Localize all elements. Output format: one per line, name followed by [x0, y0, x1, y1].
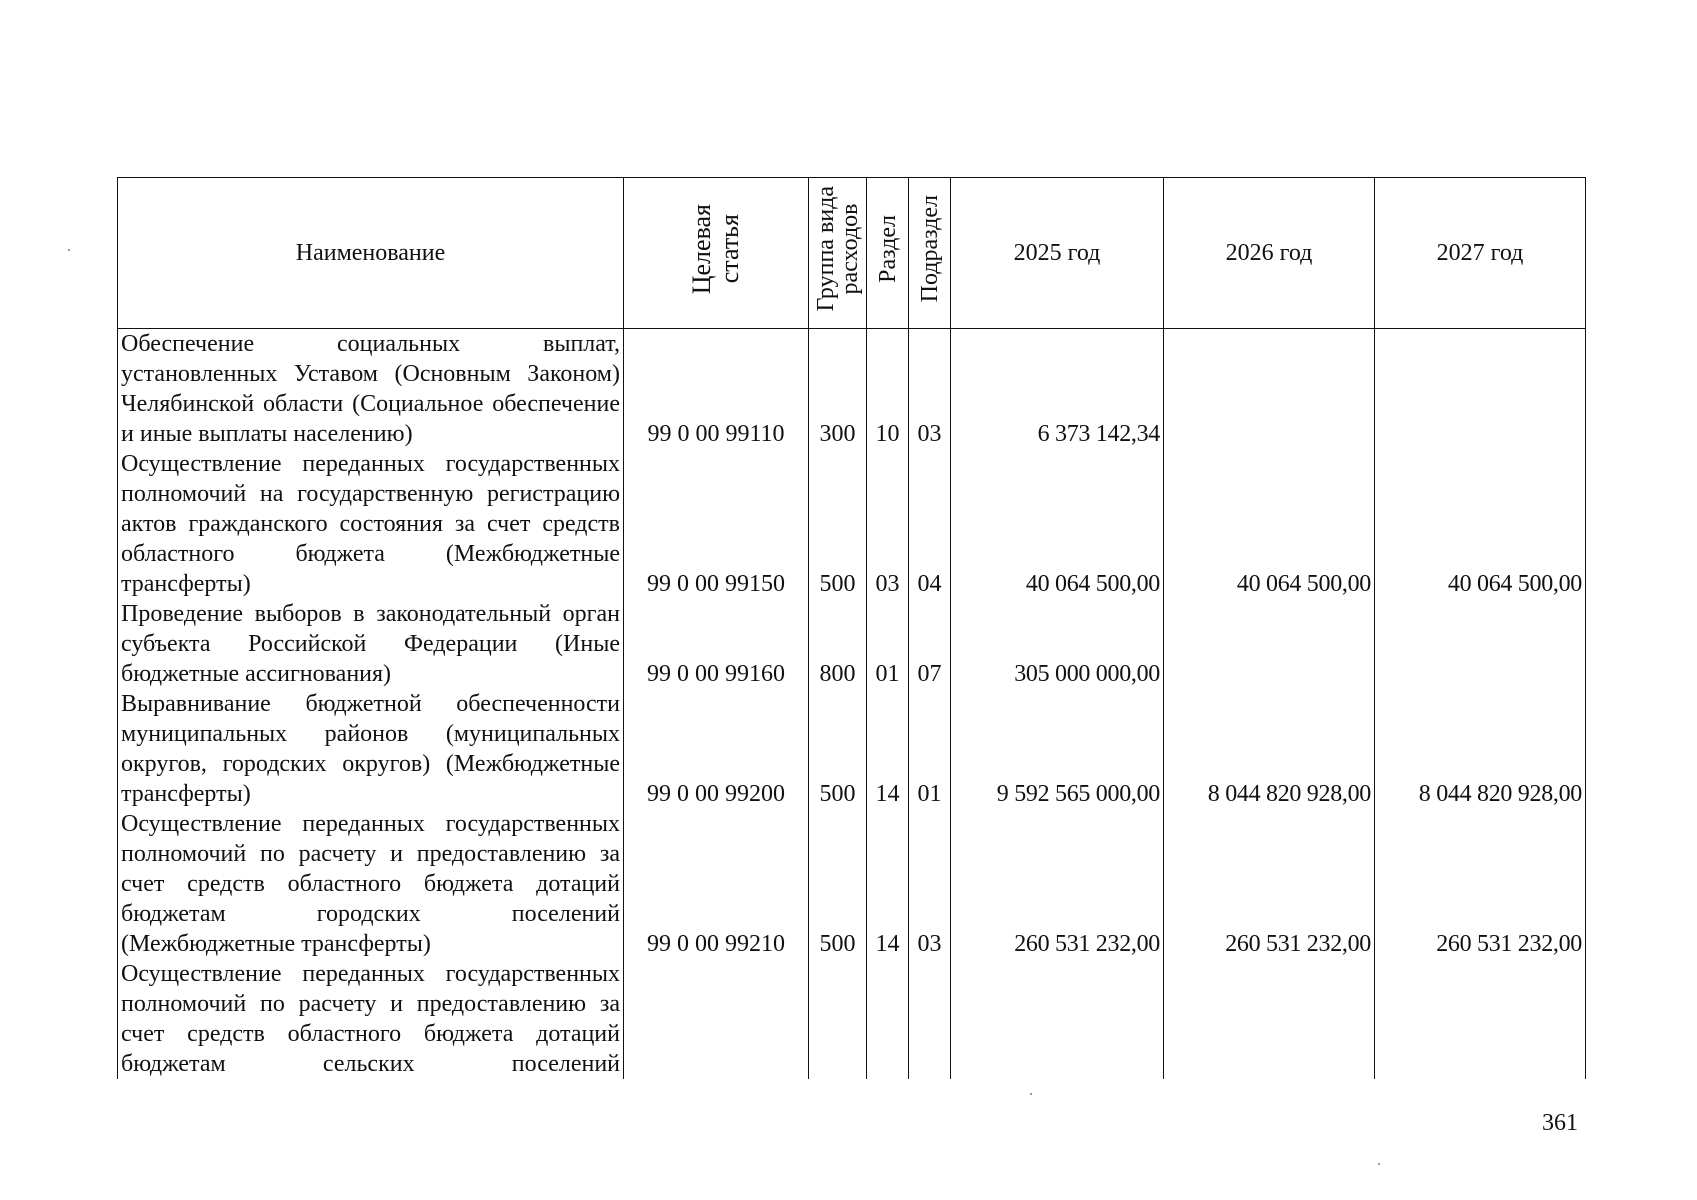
scan-speck: [68, 249, 70, 251]
header-row: [118, 178, 1586, 329]
row-amount-2027: [1375, 959, 1586, 1079]
row-name: Осуществление переданных государственных полномочий на государственную регистрацию актов гражданского состояния за счет средств областного бюджета (Межбюджетные трансферты): [118, 449, 624, 599]
row-subsection: 03: [909, 329, 951, 450]
row-amount-2026: 8 044 820 928,00: [1164, 689, 1375, 809]
row-subsection: 03: [909, 809, 951, 959]
row-target-article: 99 0 00 99160: [624, 599, 809, 689]
table-row: [118, 689, 1586, 809]
header-year-2025: 2025 год: [951, 178, 1164, 329]
row-expense-group: 300: [809, 329, 867, 450]
row-amount-2025: [951, 959, 1164, 1079]
page-number: 361: [1542, 1110, 1578, 1136]
header-year-2027: 2027 год: [1375, 178, 1586, 329]
row-section: 01: [867, 599, 909, 689]
row-amount-2026: [1164, 329, 1375, 450]
row-amount-2026: [1164, 959, 1375, 1079]
row-amount-2026: 40 064 500,00: [1164, 449, 1375, 599]
row-section: 14: [867, 689, 909, 809]
row-amount-2025: 260 531 232,00: [951, 809, 1164, 959]
table-row: [118, 809, 1586, 959]
scan-speck: [1378, 1163, 1380, 1165]
row-amount-2026: [1164, 599, 1375, 689]
row-target-article: 99 0 00 99210: [624, 809, 809, 959]
row-amount-2025: 40 064 500,00: [951, 449, 1164, 599]
row-section: [867, 959, 909, 1079]
row-expense-group: 500: [809, 689, 867, 809]
header-expense-group: Группа вида расходов: [809, 178, 867, 329]
row-expense-group: [809, 959, 867, 1079]
row-name: Осуществление переданных государственных полномочий по расчету и предоставлению за счет средств областного бюджета дотаций бюджетам городских поселений (Межбюджетные трансферты): [118, 809, 624, 959]
table-row: [118, 599, 1586, 689]
row-subsection: [909, 959, 951, 1079]
row-amount-2027: 40 064 500,00: [1375, 449, 1586, 599]
row-amount-2027: 260 531 232,00: [1375, 809, 1586, 959]
row-target-article: [624, 959, 809, 1079]
budget-table: [117, 177, 1586, 1079]
row-name: Обеспечение социальных выплат, установленных Уставом (Основным Законом) Челябинской области (Социальное обеспечение и иные выплаты населению): [118, 329, 624, 450]
table-row: [118, 329, 1586, 450]
row-amount-2027: [1375, 599, 1586, 689]
table-row: [118, 959, 1586, 1079]
row-subsection: 04: [909, 449, 951, 599]
row-expense-group: 500: [809, 449, 867, 599]
row-name: Осуществление переданных государственных полномочий по расчету и предоставлению за счет средств областного бюджета дотаций бюджетам сельских поселений: [118, 959, 624, 1079]
row-section: 10: [867, 329, 909, 450]
row-target-article: 99 0 00 99110: [624, 329, 809, 450]
row-amount-2027: 8 044 820 928,00: [1375, 689, 1586, 809]
row-target-article: 99 0 00 99150: [624, 449, 809, 599]
header-year-2026: 2026 год: [1164, 178, 1375, 329]
header-target-article: Целевая статья: [624, 178, 809, 329]
row-amount-2025: 305 000 000,00: [951, 599, 1164, 689]
header-name: Наименование: [118, 178, 624, 329]
row-section: 03: [867, 449, 909, 599]
header-section: Раздел: [867, 178, 909, 329]
row-amount-2025: 9 592 565 000,00: [951, 689, 1164, 809]
header-subsection: Подраздел: [909, 178, 951, 329]
scan-speck: [1030, 1093, 1032, 1095]
row-target-article: 99 0 00 99200: [624, 689, 809, 809]
row-subsection: 07: [909, 599, 951, 689]
table-row: [118, 449, 1586, 599]
budget-sheet: [117, 177, 1585, 1089]
row-expense-group: 500: [809, 809, 867, 959]
row-amount-2027: [1375, 329, 1586, 450]
row-name: Проведение выборов в законодательный орган субъекта Российской Федерации (Иные бюджетные ассигнования): [118, 599, 624, 689]
row-section: 14: [867, 809, 909, 959]
row-amount-2026: 260 531 232,00: [1164, 809, 1375, 959]
row-amount-2025: 6 373 142,34: [951, 329, 1164, 450]
row-subsection: 01: [909, 689, 951, 809]
row-expense-group: 800: [809, 599, 867, 689]
row-name: Выравнивание бюджетной обеспеченности муниципальных районов (муниципальных округов, городских округов) (Межбюджетные трансферты): [118, 689, 624, 809]
